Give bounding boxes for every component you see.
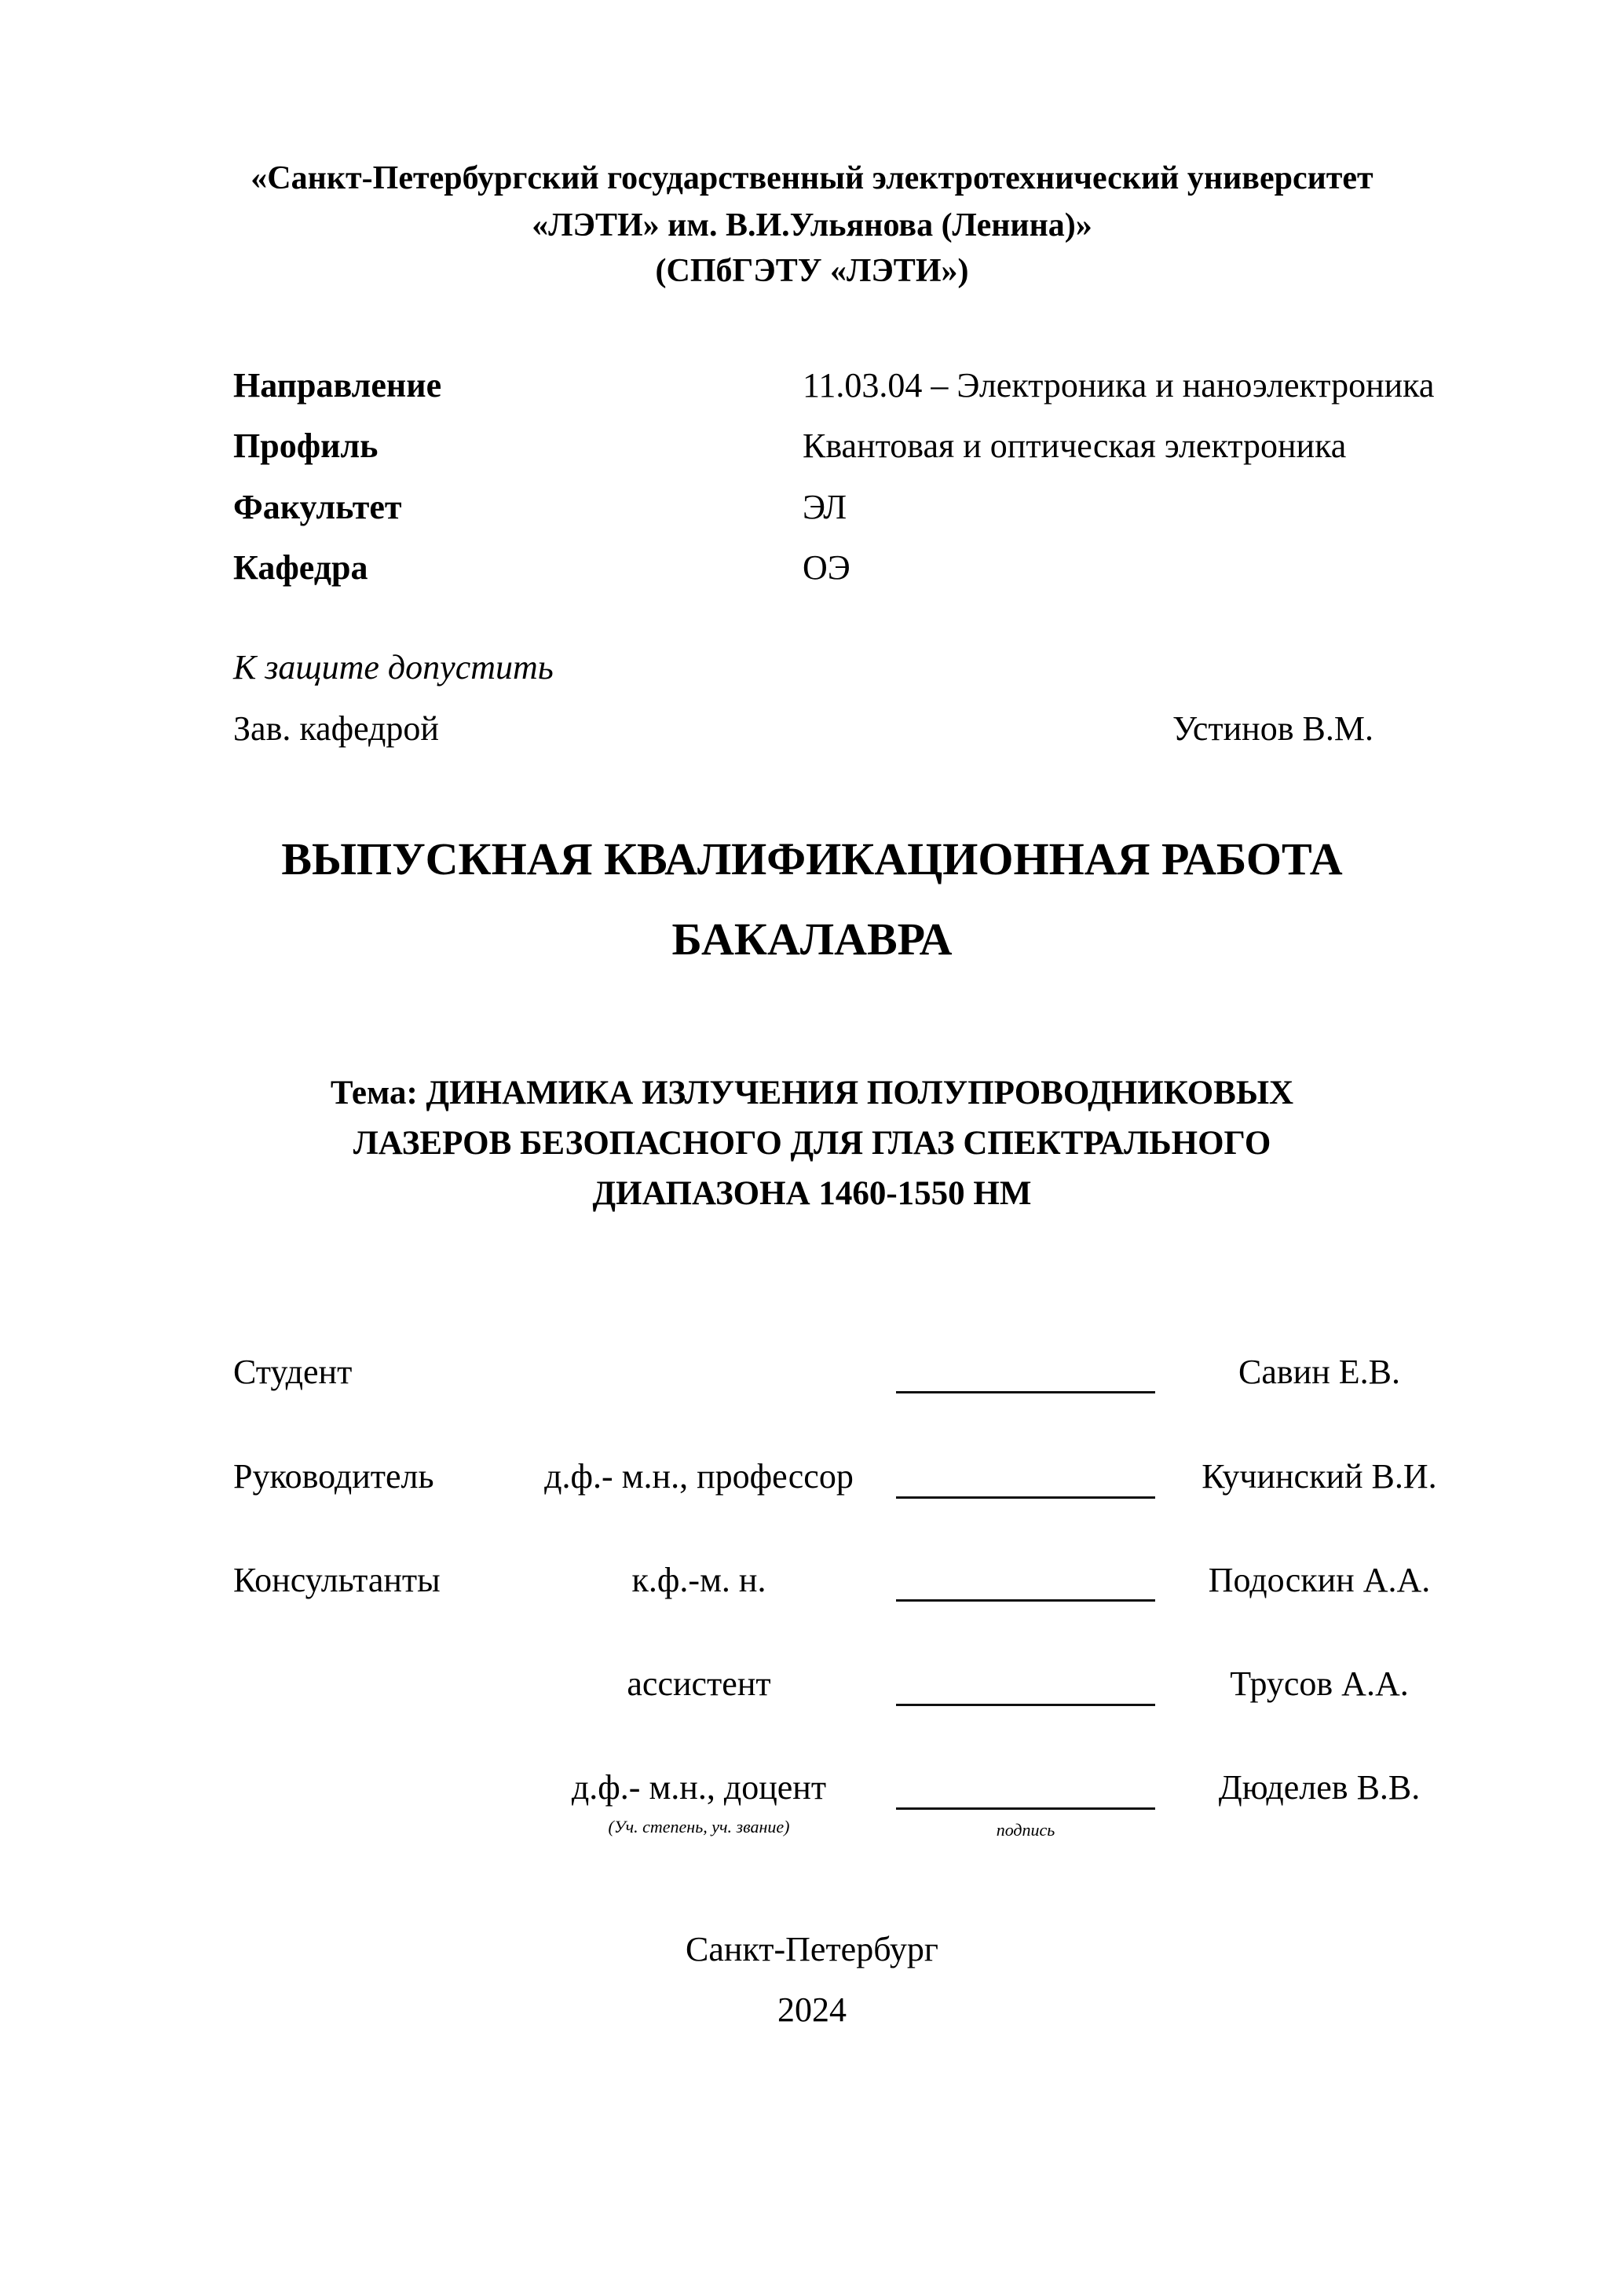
head-of-department-label: Зав. кафедрой	[233, 709, 439, 748]
degree-caption: (Уч. степень, уч. звание)	[608, 1817, 790, 1836]
signature-line-consultant-1	[896, 1599, 1155, 1602]
info-value-profile: Квантовая и оптическая электроника	[803, 427, 1347, 465]
footer-year: 2024	[777, 1990, 847, 2029]
signature-degree-supervisor: д.ф.- м.н., профессор	[544, 1457, 854, 1496]
signature-line-consultant-2	[896, 1704, 1155, 1706]
signature-degree-consultant-1: к.ф.-м. н.	[631, 1561, 766, 1599]
signature-name-consultant-2: Трусов А.А.	[1230, 1664, 1409, 1703]
topic-line1: Тема: ДИНАМИКА ИЗЛУЧЕНИЯ ПОЛУПРОВОДНИКОВЫХ	[330, 1075, 1294, 1111]
signature-role-consultants: Консультанты	[233, 1561, 441, 1599]
info-value-direction: 11.03.04 – Электроника и наноэлектроника	[803, 366, 1435, 405]
info-label-profile: Профиль	[233, 427, 379, 465]
signature-name-supervisor: Кучинский В.И.	[1202, 1457, 1437, 1496]
signature-name-consultant-3: Дюделев В.В.	[1218, 1768, 1421, 1807]
signature-line-consultant-3	[896, 1807, 1155, 1810]
signature-line-supervisor	[896, 1496, 1155, 1499]
signature-name-student: Савин Е.В.	[1238, 1353, 1400, 1391]
topic-line2: ЛАЗЕРОВ БЕЗОПАСНОГО ДЛЯ ГЛАЗ СПЕКТРАЛЬНОГО	[353, 1125, 1271, 1162]
head-of-department-name: Устинов В.М.	[1172, 709, 1373, 748]
info-label-department: Кафедра	[233, 548, 368, 587]
admit-to-defense-label: К защите допустить	[233, 648, 554, 687]
topic-line3: ДИАПАЗОНА 1460-1550 НМ	[592, 1175, 1032, 1212]
signature-degree-consultant-3: д.ф.- м.н., доцент	[571, 1768, 827, 1807]
university-name-line1: «Санкт-Петербургский государственный электротехнический университет	[251, 160, 1373, 196]
info-value-faculty: ЭЛ	[803, 488, 847, 526]
info-label-direction: Направление	[233, 366, 442, 405]
signature-role-student: Студент	[233, 1353, 353, 1391]
info-label-faculty: Факультет	[233, 488, 402, 526]
signature-caption: подпись	[996, 1820, 1055, 1840]
signature-role-supervisor: Руководитель	[233, 1457, 434, 1496]
document-title-line1: ВЫПУСКНАЯ КВАЛИФИКАЦИОННАЯ РАБОТА	[281, 833, 1343, 884]
university-name-line2: «ЛЭТИ» им. В.И.Ульянова (Ленина)»	[532, 207, 1092, 244]
university-abbreviation: (СПбГЭТУ «ЛЭТИ»)	[655, 253, 969, 289]
document-title-line2: БАКАЛАВРА	[671, 914, 953, 965]
signature-name-consultant-1: Подоскин А.А.	[1208, 1561, 1431, 1599]
signature-line-student	[896, 1391, 1155, 1393]
info-value-department: ОЭ	[803, 548, 850, 587]
signature-degree-consultant-2: ассистент	[627, 1664, 771, 1703]
footer-city: Санкт-Петербург	[686, 1930, 938, 1968]
